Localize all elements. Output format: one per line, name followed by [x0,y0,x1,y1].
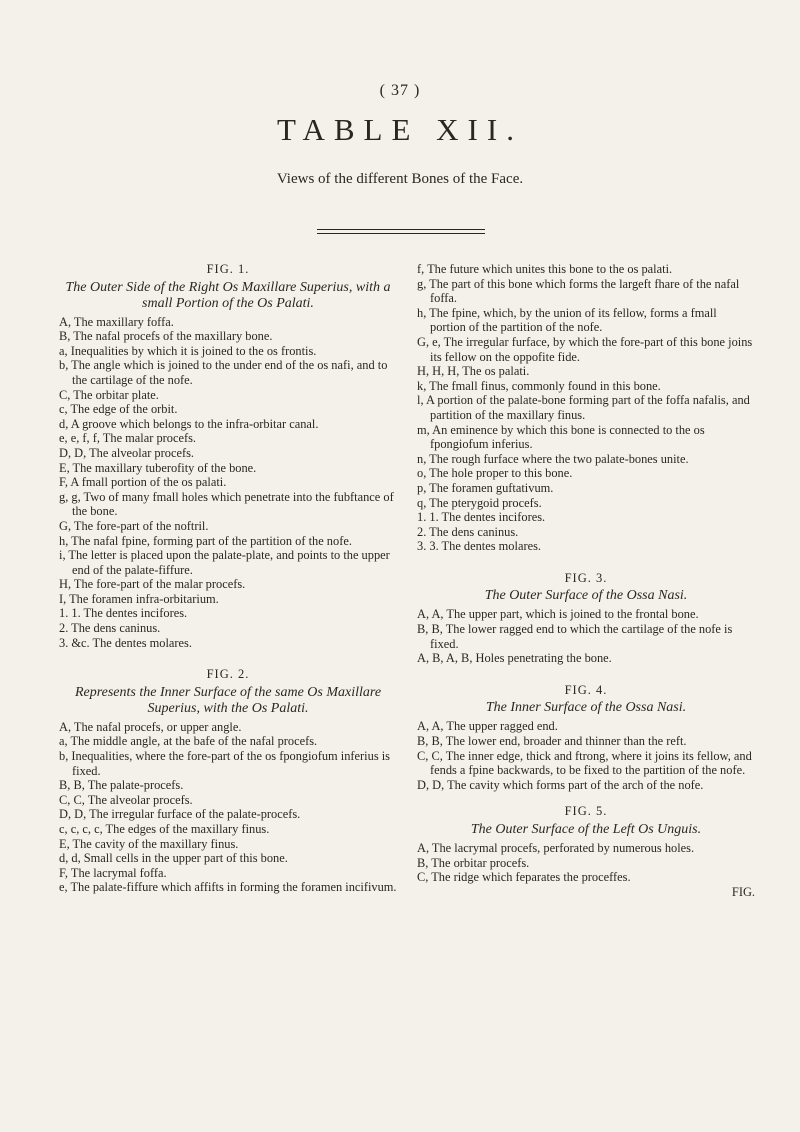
list-item: F, The lacrymal foffa. [59,865,167,880]
list-item: B, B, The lower end, broader and thinner than the reft. [417,734,687,749]
decorative-rule [317,233,485,234]
page-number: ( 37 ) [379,82,421,99]
list-item: l, A portion of the palate-bone forming part of the foffa nafalis, and partition of the maxillary finus. [417,393,750,422]
list-item: B, The orbitar procefs. [417,855,530,870]
list-item: G, e, The irregular furface, by which the fore-part of this bone joins its fellow on the oppofite fide. [417,334,753,364]
left-column [59,262,397,895]
list-item: H, H, H, The os palati. [417,364,530,379]
list-item: 3. &c. The dentes molares. [59,635,192,650]
list-item: C, C, The alveolar procefs. [59,792,193,807]
list-item: e, e, f, f, The malar procefs. [59,431,197,446]
list-item: k, The fmall finus, commonly found in this bone. [417,378,661,393]
list-item: D, D, The cavity which forms part of the arch of the nofe. [417,777,704,792]
list-item: h, The nafal fpine, forming part of the partition of the nofe. [59,533,352,548]
fig5-heading: FIG. 5. [564,804,608,819]
list-item: A, The maxillary foffa. [59,314,174,329]
list-item: 2. The dens caninus. [59,621,161,636]
list-item: g, The part of this bone which forms the largeft fhare of the nafal foffa. [417,276,740,306]
list-item: B, B, The lower ragged end to which the cartilage of the nofe is fixed. [417,622,733,651]
list-item: B, B, The palate-procefs. [59,778,184,793]
list-item: h, The fpine, which, by the union of its fellow, forms a fmall portion of the partition of the nofe. [417,305,717,335]
list-item: c, The edge of the orbit. [59,402,178,417]
list-item: E, The maxillary tuberofity of the bone. [59,460,257,475]
list-item: A, A, The upper ragged end. [417,719,558,734]
decorative-rule [317,229,485,230]
list-item: A, The lacrymal procefs, perforated by numerous holes. [417,841,695,855]
list-item: D, D, The alveolar procefs. [59,445,194,460]
fig5-caption: The Outer Surface of the Left Os Unguis. [470,822,702,837]
list-item: 3. 3. The dentes molares. [417,539,541,554]
list-item: C, The ridge which feparates the proceffes. [417,870,631,885]
list-item: b, The angle which is joined to the under end of the os nafi, and to the cartilage of the nofe. [59,358,388,387]
list-item: A, B, A, B, Holes penetrating the bone. [417,651,612,666]
fig4-caption: The Inner Surface of the Ossa Nasi. [485,700,687,716]
list-item: B, The nafal procefs of the maxillary bone. [59,329,273,344]
fig3-caption: The Outer Surface of the Ossa Nasi. [484,588,688,604]
list-item: C, The orbitar plate. [59,387,159,402]
list-item: a, The middle angle, at the bafe of the nafal procefs. [59,734,318,749]
list-item: d, d, Small cells in the upper part of this bone. [59,851,288,866]
list-item: I, The foramen infra-orbitarium. [59,591,219,606]
list-item: c, c, c, c, The edges of the maxillary finus. [59,822,270,836]
list-item: b, Inequalities, where the fore-part of the os fpongiofum inferius is fixed. [59,749,391,778]
fig2-heading: FIG. 2. [206,667,250,682]
list-item: F, A fmall portion of the os palati. [59,475,227,490]
list-item: A, The nafal procefs, or upper angle. [59,719,242,734]
list-item: m, An eminence by which this bone is connected to the os fpongiofum inferius. [417,422,705,452]
list-item: A, A, The upper part, which is joined to the frontal bone. [417,607,699,622]
fig2-caption: Represents the Inner Surface of the same Os Maxillare Superius, with the Os Palati. [74,684,382,716]
list-item: n, The rough furface where the two palate-bones unite. [417,451,689,466]
list-item: o, The hole proper to this bone. [417,466,573,481]
page-subtitle: Views of the different Bones of the Face. [276,171,524,187]
list-item: a, Inequalities by which it is joined to the os frontis. [59,343,317,358]
list-item: G, The fore-part of the noftril. [59,518,209,533]
list-item: 1. 1. The dentes incifores. [59,606,188,621]
list-item: 2. The dens caninus. [417,524,519,539]
list-item: C, C, The inner edge, thick and ftrong, where it joins its fellow, and fends a fpine backwards, to be fixed to the partition of the nofe. [417,748,752,778]
table-title: TABLE XII. [277,112,523,147]
list-item: D, D, The irregular furface of the palate-procefs. [59,807,301,822]
list-item: H, The fore-part of the malar procefs. [59,577,246,592]
list-item: e, The palate-fiffure which affifts in forming the foramen incifivum. [59,880,397,895]
fig1-caption: The Outer Side of the Right Os Maxillare Superius, with a small Portion of the Os Palati. [65,279,391,311]
right-column [417,262,755,899]
fig1-heading: FIG. 1. [206,262,250,276]
fig3-heading: FIG. 3. [564,570,608,585]
list-item: q, The pterygoid procefs. [417,495,542,510]
catchword: FIG. [731,884,755,899]
list-item: d, A groove which belongs to the infra-orbitar canal. [59,416,319,431]
list-item: f, The future which unites this bone to the os palati. [417,262,673,276]
list-item: 1. 1. The dentes incifores. [417,510,546,525]
list-item: E, The cavity of the maxillary finus. [59,836,239,851]
list-item: i, The letter is placed upon the palate-plate, and points to the upper end of the palate-fiffure. [59,548,390,577]
fig4-heading: FIG. 4. [564,682,608,697]
list-item: g, g, Two of many fmall holes which penetrate into the fubftance of the bone. [59,489,394,519]
list-item: p, The foramen guftativum. [417,480,554,495]
